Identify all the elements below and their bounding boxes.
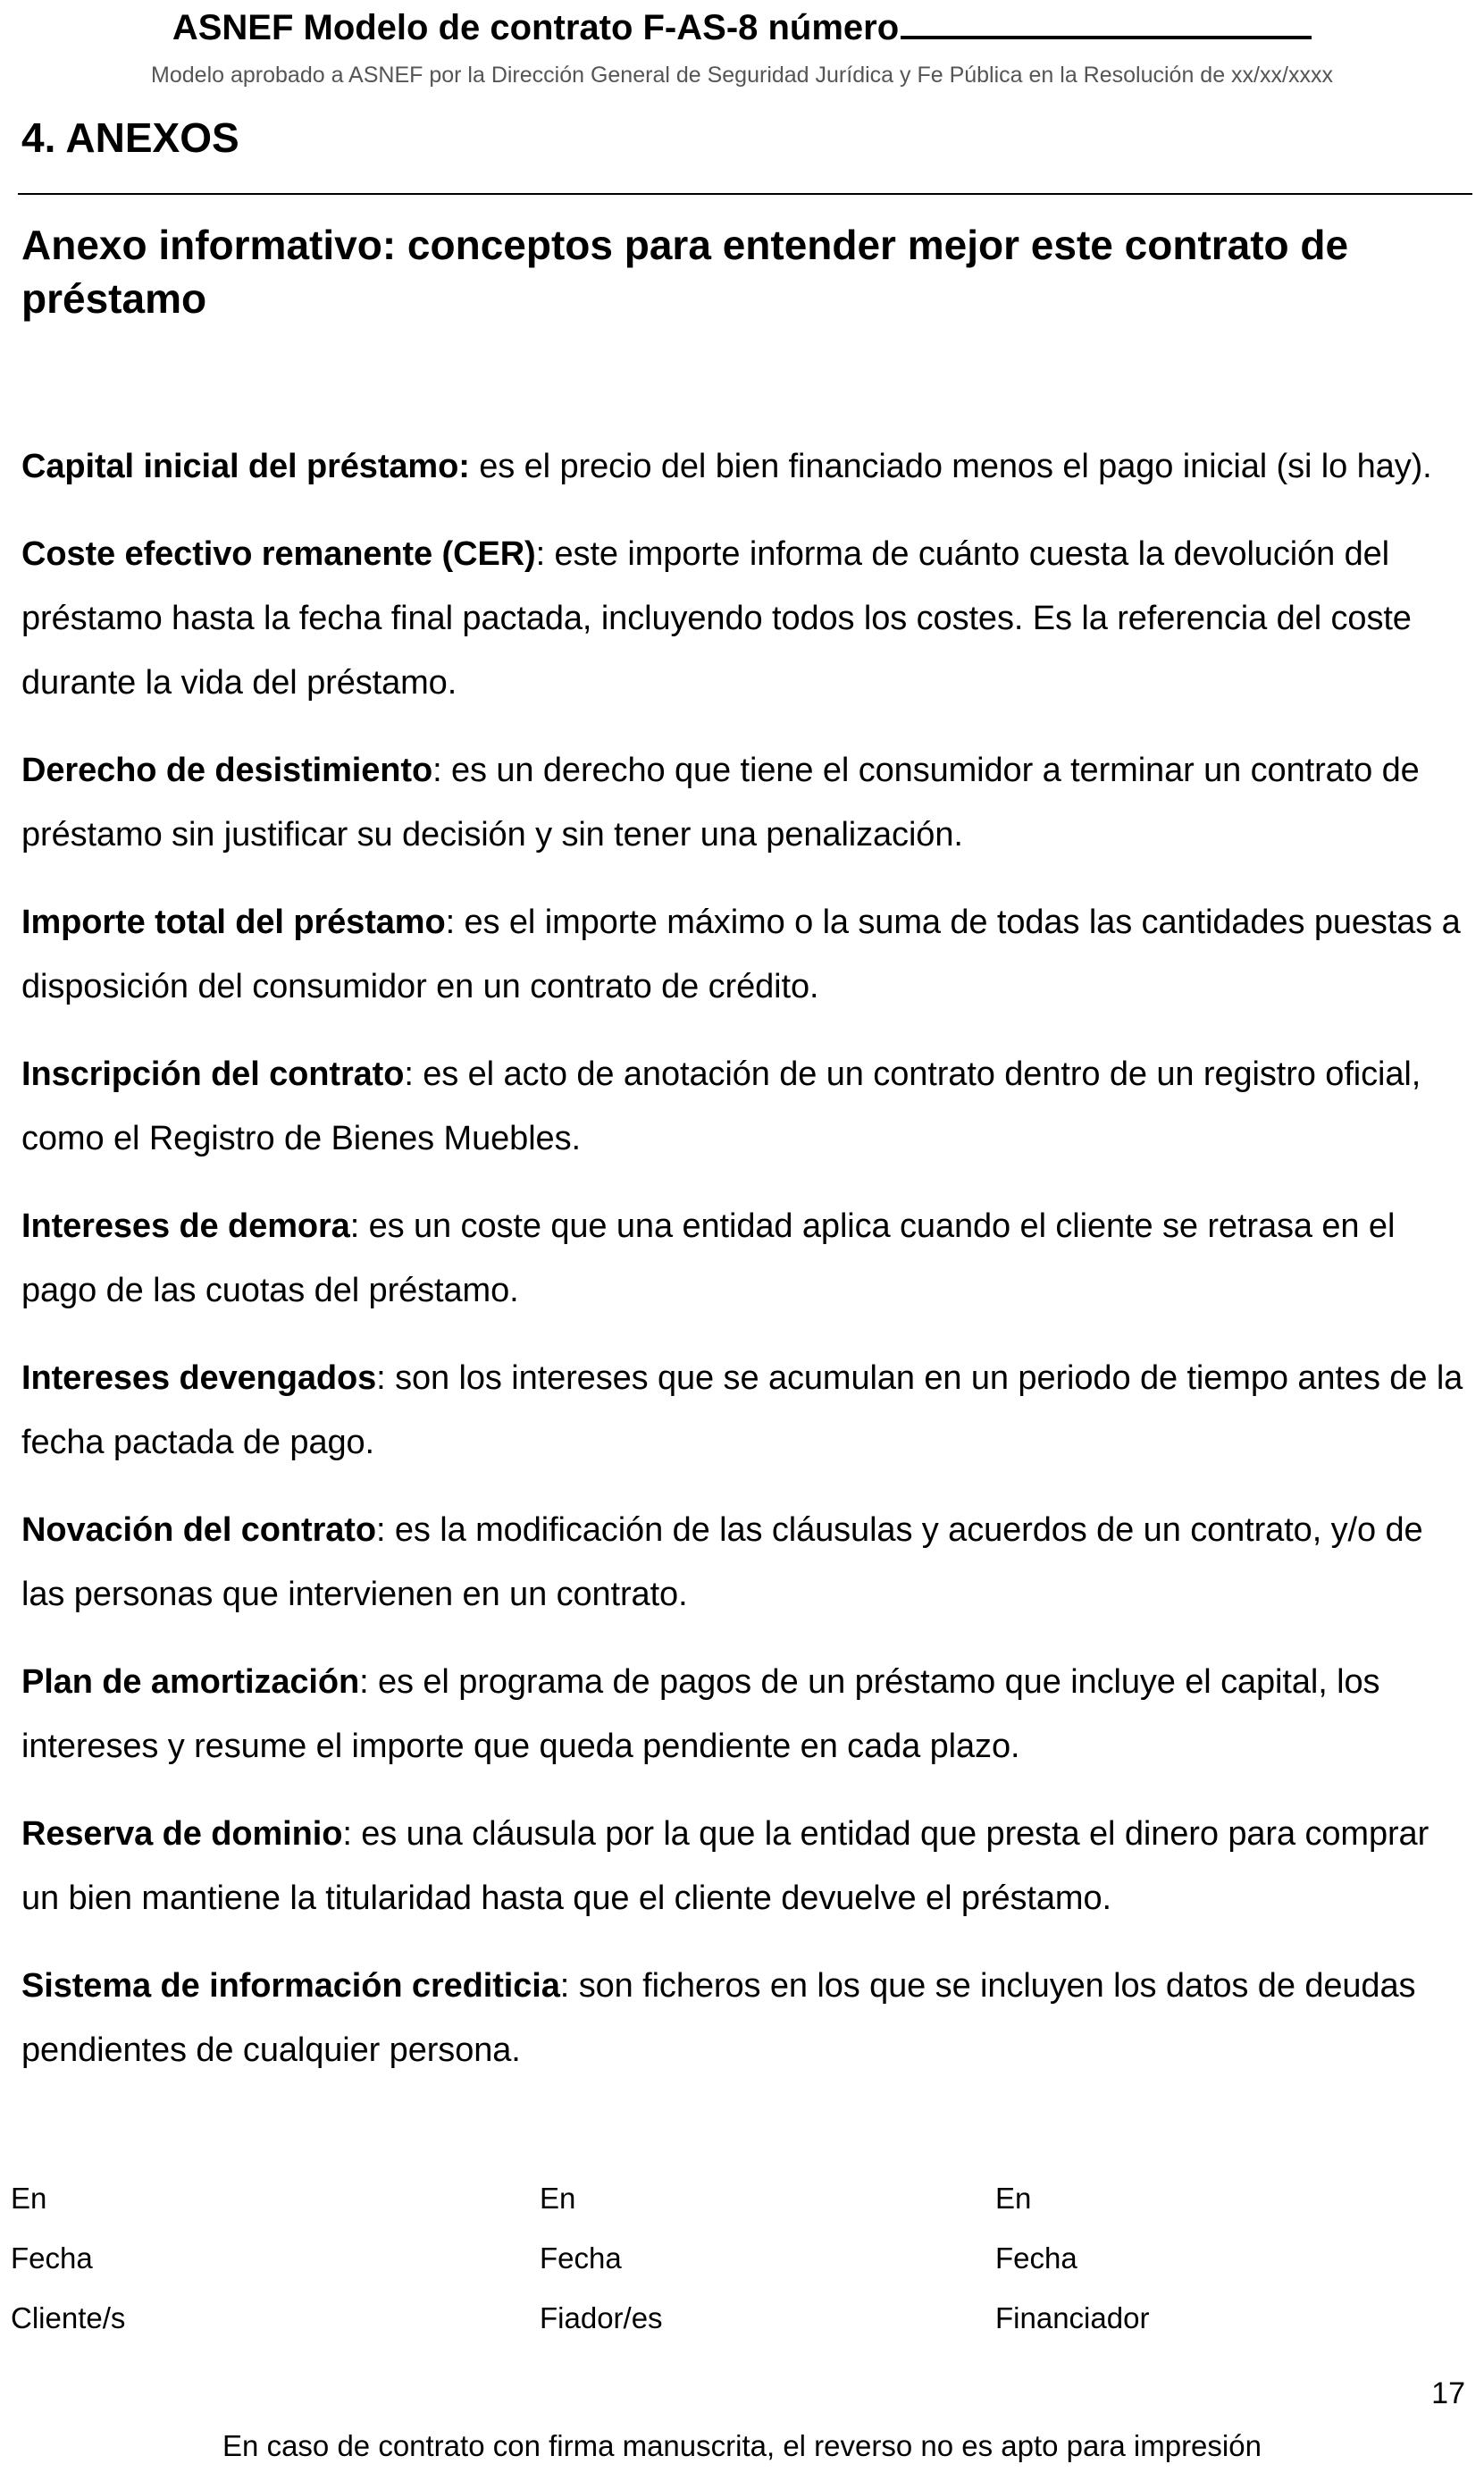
definition-item <box>21 434 1464 499</box>
definition-item <box>21 1954 1464 2082</box>
definition-term: Derecho de desistimiento <box>21 752 433 789</box>
definition-term: Inscripción del contrato <box>21 1055 405 1093</box>
definition-term: Reserva de dominio <box>21 1815 343 1853</box>
definition-term: Coste efectivo remanente (CER) <box>21 535 536 573</box>
footer-note: En caso de contrato con firma manuscrita, el reverso no es apto para impresión <box>222 2429 1262 2462</box>
signature-party-label: Fiador/es <box>540 2301 663 2334</box>
definition-term: Importe total del préstamo <box>21 904 446 941</box>
signature-place-label: En <box>995 2182 1032 2215</box>
definition-text: : son ficheros en los que se incluyen los datos de deudas pendientes de cualquier persona. <box>21 1967 1416 2069</box>
signature-party-label: Cliente/s <box>11 2301 126 2334</box>
signature-place-label: En <box>11 2182 47 2215</box>
definition-item <box>21 1194 1464 1323</box>
definition-term: Novación del contrato <box>21 1511 376 1549</box>
section-heading: 4. ANEXOS <box>21 114 239 161</box>
definition-item <box>21 1042 1464 1171</box>
definition-text: : es el programa de pagos de un préstamo que incluye el capital, los intereses y resume el importe que queda pendiente en cada plazo. <box>21 1663 1380 1765</box>
annex-title: Anexo informativo: conceptos para entender mejor este contrato de préstamo <box>21 222 1349 322</box>
signature-date-label: Fecha <box>540 2241 622 2275</box>
signature-block-guarantor <box>540 2168 1004 2348</box>
definition-item <box>21 890 1464 1019</box>
definition-text: : este importe informa de cuánto cuesta la devolución del préstamo hasta la fecha final pactada, incluyendo todos los costes. Es la referencia del coste durante la vida del préstamo. <box>21 535 1412 702</box>
signature-block-lender <box>995 2168 1460 2348</box>
definition-text: : es un coste que una entidad aplica cuando el cliente se retrasa en el pago de las cuotas del préstamo. <box>21 1207 1396 1309</box>
definition-item <box>21 1650 1464 1779</box>
definition-item <box>21 522 1464 715</box>
definition-term: Plan de amortización <box>21 1663 360 1701</box>
header-title-text: ASNEF Modelo de contrato F-AS-8 número <box>172 8 900 47</box>
page-number: 17 <box>1431 2376 1465 2410</box>
definition-item <box>21 738 1464 867</box>
signature-block-client <box>11 2168 475 2348</box>
definition-term: Capital inicial del préstamo: <box>21 448 470 485</box>
definition-item <box>21 1346 1464 1475</box>
section-divider <box>18 193 1472 195</box>
signature-date-label: Fecha <box>11 2241 93 2275</box>
definition-item <box>21 1498 1464 1627</box>
definition-text: : es un derecho que tiene el consumidor a terminar un contrato de préstamo sin justificar su decisión y sin tener una penalización. <box>21 752 1420 854</box>
header-subtitle: Modelo aprobado a ASNEF por la Dirección General de Seguridad Jurídica y Fe Pública en la Resolución de xx/xx/xxxx <box>151 63 1333 88</box>
definition-text: : son los intereses que se acumulan en un periodo de tiempo antes de la fecha pactada de pago. <box>21 1359 1463 1461</box>
definitions-list <box>21 434 1464 2106</box>
definition-item <box>21 1802 1464 1930</box>
signature-party-label: Financiador <box>995 2301 1150 2334</box>
definition-text: es el precio del bien financiado menos el pago inicial (si lo hay). <box>469 448 1432 485</box>
definition-text: : es la modificación de las cláusulas y acuerdos de un contrato, y/o de las personas que intervienen en un contrato. <box>21 1511 1423 1613</box>
definition-text: : es una cláusula por la que la entidad que presta el dinero para comprar un bien mantiene la titularidad hasta que el cliente devuelve el préstamo. <box>21 1815 1430 1917</box>
signature-date-label: Fecha <box>995 2241 1077 2275</box>
header-title <box>0 5 1484 49</box>
contract-number-blank <box>901 5 1312 39</box>
signature-place-label: En <box>540 2182 576 2215</box>
definition-term: Intereses de demora <box>21 1207 350 1245</box>
definition-term: Sistema de información crediticia <box>21 1967 560 2005</box>
definition-term: Intereses devengados <box>21 1359 377 1397</box>
definition-text: : es el importe máximo o la suma de todas las cantidades puestas a disposición del consumidor en un contrato de crédito. <box>21 904 1461 1005</box>
definition-text: : es el acto de anotación de un contrato dentro de un registro oficial, como el Registro de Bienes Muebles. <box>21 1055 1421 1157</box>
